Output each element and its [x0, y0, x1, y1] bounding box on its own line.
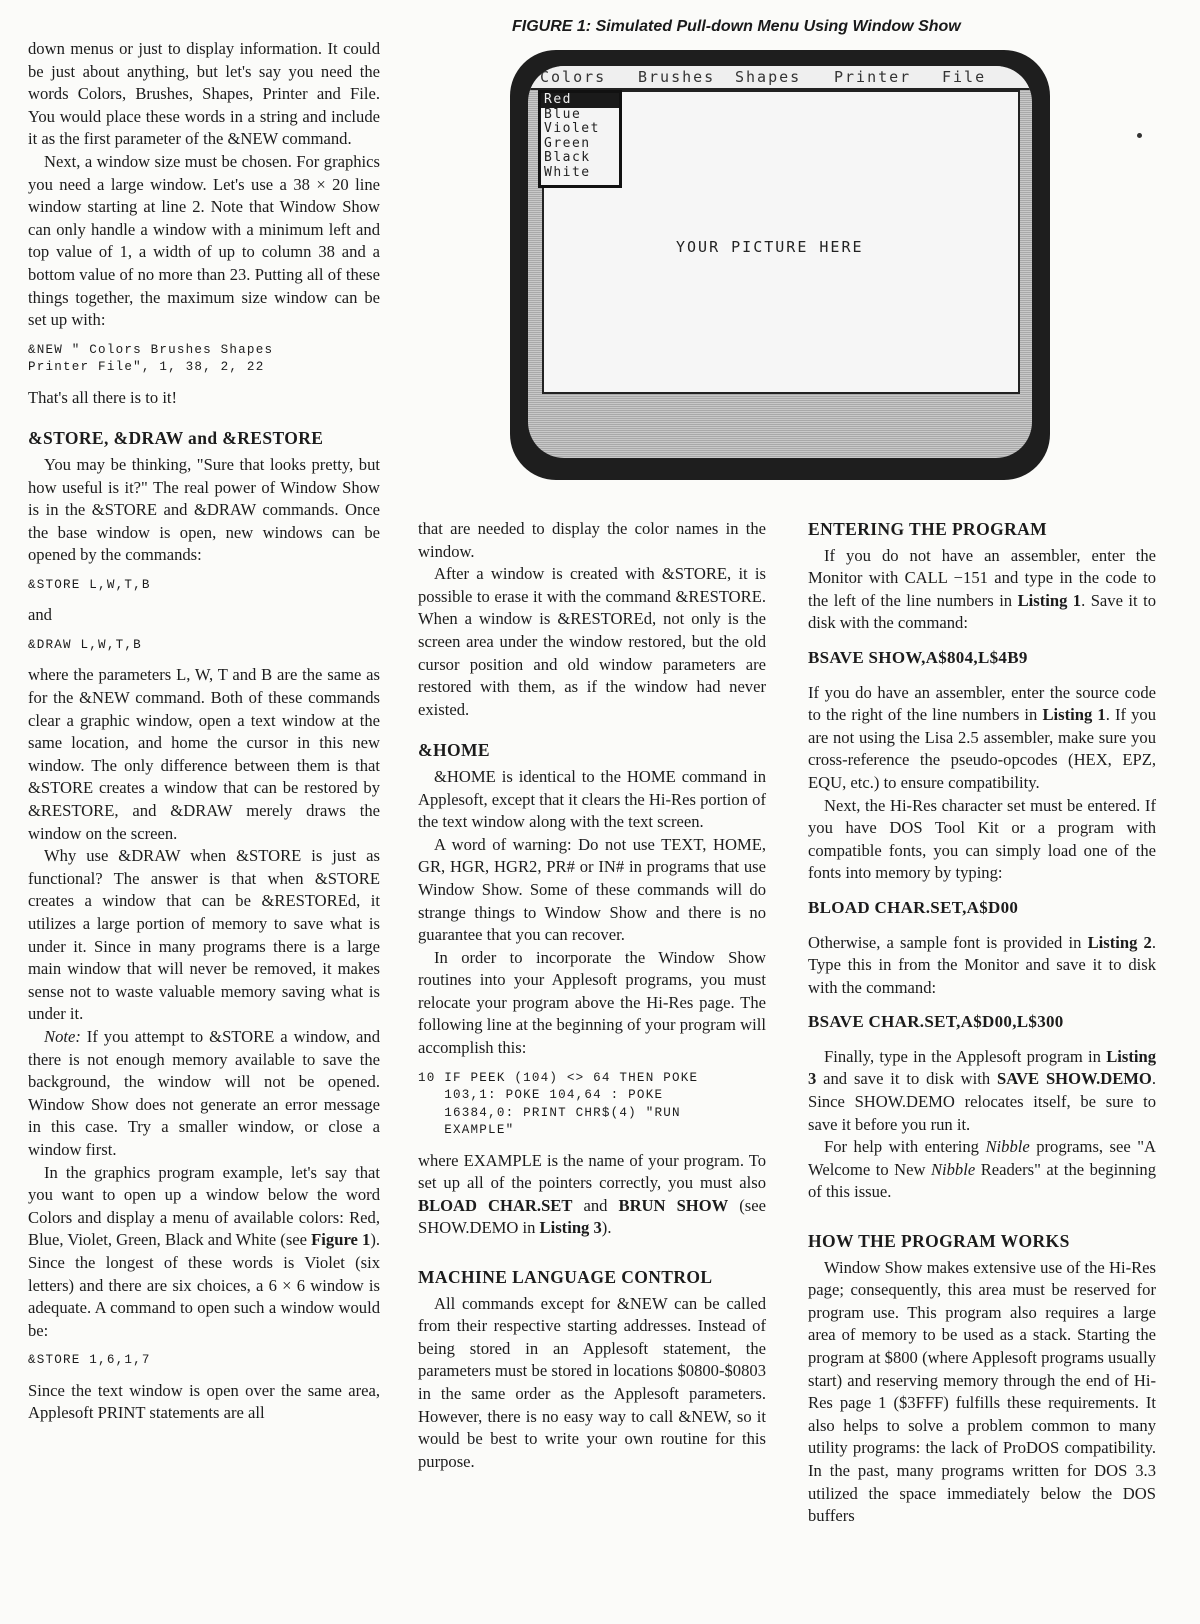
column-3	[808, 518, 1156, 1528]
note-label: Note:	[44, 1026, 81, 1046]
text-run: . If you are not using the Lisa 2.5 assembler, make sure you cross-reference the pseudo-opcodes (HEX, EPZ, EQU, etc.) to ensure compatibility.	[808, 705, 1157, 792]
stray-dot	[1137, 133, 1142, 138]
magazine-name: Nibble	[930, 1159, 976, 1179]
column-2	[418, 518, 766, 1473]
paragraph	[28, 1026, 380, 1162]
text-run: . Type this in from the Monitor and save it to disk with the command:	[808, 932, 1156, 997]
paragraph	[28, 1162, 380, 1343]
menu-file: File	[942, 68, 987, 86]
screen-display	[528, 66, 1032, 458]
text-run: and save it to disk with	[816, 1069, 997, 1089]
color-item-violet: Violet	[544, 121, 600, 136]
paragraph	[808, 932, 1156, 1000]
paragraph	[808, 1136, 1156, 1204]
command-line: BSAVE CHAR.SET,A$D00,L$300	[808, 1012, 1064, 1032]
paragraph	[808, 1046, 1156, 1136]
code-block: 10 IF PEEK (104) <> 64 THEN POKE 103,1: POKE 104,64 : POKE 16384,0: PRINT CHR$(4) "RUN EXAMPLE"	[418, 1070, 699, 1138]
figure-reference: Figure 1	[311, 1230, 371, 1250]
paragraph: down menus or just to display information. It could be just about anything, but let's say you need the words Colors, Brushes, Shapes, Printer and File. You would place these words in a string and include it as the first parameter of the &NEW command.	[28, 39, 380, 149]
text-run: ).	[601, 1218, 612, 1238]
text-run: Readers" at the beginning of this issue.	[808, 1159, 1156, 1202]
paragraph: A word of warning: Do not use TEXT, HOME, GR, HGR, HGR2, PR# or IN# in programs that use Window Show. Some of these commands will do strange things to Window Show and there is no guarantee that you can recover.	[418, 834, 766, 945]
paragraph	[418, 1150, 766, 1240]
paragraph	[808, 682, 1156, 795]
paragraph: Next, the Hi-Res character set must be entered. If you have DOS Tool Kit or a program with compatible fonts, you can simply load one of the fonts into memory by typing:	[808, 795, 1156, 883]
paragraph: and	[28, 605, 52, 625]
color-item-red: Red	[541, 93, 619, 108]
text-run: In the graphics program example, let's say that you want to open up a window below the word Colors and display a menu of available colors: Red, Blue, Violet, Green, Black and White (see	[28, 1162, 380, 1250]
text-run: If you do have an assembler, enter the source code to the right of the line numbers in	[808, 682, 1156, 725]
menu-colors: Colors	[540, 68, 607, 86]
code-block: &STORE 1,6,1,7	[28, 1353, 151, 1368]
paragraph: Window Show makes extensive use of the Hi-Res page; consequently, this area must be reserved for program use. This program also requires a large area of memory to be used as a stack. Starting the program at $800 (where Applesoft programs usually start) and reserving memory through the end of Hi-Res page 1 ($3FFF) fulfills these requirements. It also helps to solve a problem common to many utility programs: the lack of ProDOS compatibility. In the past, many programs written for DOS 3.3 utilized the space immediately below the DOS buffers	[808, 1257, 1156, 1526]
paragraph: &HOME is identical to the HOME command in Applesoft, except that it clears the Hi-Res portion of the text window along with the text screen.	[418, 766, 766, 832]
text-run: where EXAMPLE is the name of your program. To set up all of the pointers correctly, you must also	[418, 1150, 766, 1193]
picture-placeholder: YOUR PICTURE HERE	[676, 238, 864, 256]
color-item-white: White	[544, 164, 591, 180]
paragraph: Since the text window is open over the same area, Applesoft PRINT statements are all	[28, 1380, 380, 1423]
command-text: BLOAD CHAR.SET	[418, 1195, 573, 1215]
note-text: If you attempt to &STORE a window, and there is not enough memory available to save the background, the window will not be opened. Window Show does not generate an error message in this case. Try a smaller window, or close a window first.	[28, 1026, 380, 1159]
paragraph: After a window is created with &STORE, it is possible to erase it with the command &RESTORE. When a window is &RESTOREd, not only is the screen area under the window restored, but the old cursor position and old window parameters are restored with them, as if the window had never existed.	[418, 564, 766, 719]
code-block: &NEW " Colors Brushes Shapes Printer File", 1, 38, 2, 22	[28, 342, 274, 375]
paragraph: where the parameters L, W, T and B are the same as for the &NEW command. Both of these commands clear a graphic window, open a text window at the same location, and home the cursor in this new window. The only difference between them is that &STORE creates a window that can be restored by &RESTORE, and &DRAW merely draws the window on the screen.	[28, 665, 380, 843]
paragraph: All commands except for &NEW can be called from their respective starting addresses. Instead of being stored in an Applesoft statement, the parameters must be stored in locations $0800-$0803 in the same order as the Applesoft parameters. However, there is no easy way to call &NEW, so it would be best to write your own routine for this purpose.	[418, 1293, 766, 1471]
text-run: programs, see "A Welcome to New	[808, 1137, 1156, 1179]
paragraph: Next, a window size must be chosen. For graphics you need a large window. Let's use a 38 × 20 line window starting at line 2. Note that Window Show can only handle a window with a minimum left and top value of 1, a width of up to column 38 and a bottom value of no more than 23. Putting all of these things together, the maximum size window can be set up with:	[28, 151, 380, 330]
color-item-blue: Blue	[544, 106, 582, 122]
section-heading: ENTERING THE PROGRAM	[808, 519, 1048, 539]
paragraph: that are needed to display the color names in the window.	[418, 519, 766, 561]
text-run: Finally, type in the Applesoft program in	[824, 1046, 1107, 1066]
text-run: ). Since the longest of these words is Violet (six letters) and there are six choices, a 6 × 6 window is adequate. A command to open such a window would be:	[28, 1230, 381, 1340]
menu-brushes: Brushes	[638, 68, 716, 86]
figure-caption: FIGURE 1: Simulated Pull-down Menu Using Window Show	[512, 18, 961, 35]
text-run: Otherwise, a sample font is provided in	[808, 932, 1088, 952]
listing-reference: Listing 3	[808, 1046, 1156, 1089]
text-run: . Save it to disk with the command:	[808, 590, 1156, 633]
text-run: and	[572, 1195, 619, 1215]
menu-bar	[528, 66, 1032, 90]
listing-reference: Listing 1	[1042, 705, 1106, 725]
text-run: For help with entering	[824, 1137, 986, 1157]
paragraph	[808, 545, 1156, 635]
menu-shapes: Shapes	[735, 68, 802, 86]
text-run: If you do not have an assembler, enter the Monitor with CALL −151 and type in the code to the left of the line numbers in	[808, 545, 1156, 610]
command-text: BRUN SHOW	[618, 1195, 729, 1215]
text-run: (see SHOW.DEMO in	[418, 1195, 766, 1238]
menu-printer: Printer	[834, 68, 912, 86]
command-line: BLOAD CHAR.SET,A$D00	[808, 897, 1019, 917]
text-run: . Since SHOW.DEMO relocates itself, be sure to save it before you run it.	[808, 1069, 1156, 1134]
colors-dropdown	[538, 90, 622, 188]
section-heading: &STORE, &DRAW and &RESTORE	[28, 428, 324, 449]
command-line: BSAVE SHOW,A$804,L$4B9	[808, 647, 1028, 667]
figure-screen	[510, 50, 1050, 480]
listing-reference: Listing 3	[539, 1218, 602, 1238]
paragraph: In order to incorporate the Window Show routines into your Applesoft programs, you must relocate your program above the Hi-Res page. The following line at the beginning of your program will accomplish this:	[418, 947, 766, 1058]
magazine-name: Nibble	[985, 1137, 1030, 1157]
paragraph: You may be thinking, "Sure that looks pretty, but how useful is it?" The real power of Window Show is in the &STORE and &DRAW commands. Once the base window is open, new windows can be opened by the commands:	[28, 454, 380, 565]
column-1	[28, 38, 380, 1425]
code-block: &DRAW L,W,T,B	[28, 637, 142, 652]
code-block: &STORE L,W,T,B	[28, 577, 151, 592]
section-heading: HOW THE PROGRAM WORKS	[808, 1231, 1070, 1252]
listing-reference: Listing 1	[1017, 590, 1082, 610]
color-item-black: Black	[544, 150, 591, 165]
section-heading: &HOME	[418, 740, 490, 761]
paragraph: Why use &DRAW when &STORE is just as functional? The answer is that when &STORE creates a window that can be &RESTOREd, it utilizes a large portion of memory to save what is under it. Since in many programs there is a large main window that will never be removed, it makes sense not to waste valuable memory saving what is under it.	[28, 846, 380, 1024]
command-text: SAVE SHOW.DEMO	[996, 1069, 1152, 1089]
paragraph: That's all there is to it!	[28, 387, 178, 407]
listing-reference: Listing 2	[1087, 932, 1152, 952]
section-heading: MACHINE LANGUAGE CONTROL	[418, 1267, 713, 1288]
color-item-green: Green	[544, 135, 591, 151]
